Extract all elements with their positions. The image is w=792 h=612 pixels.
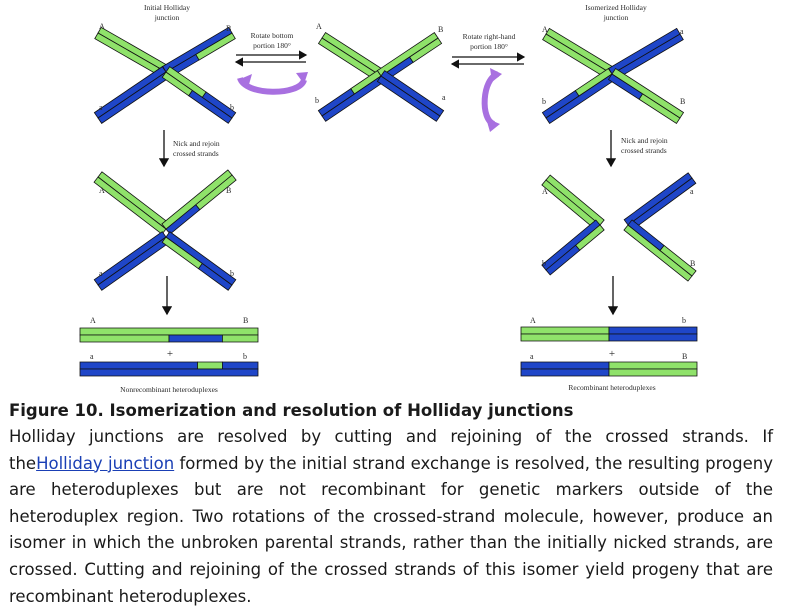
nick-label-left-1: Nick and rejoin: [173, 139, 220, 148]
label-b: b: [230, 103, 234, 112]
label-B: B: [226, 24, 232, 33]
duplex-arm-b-right: [546, 74, 616, 123]
rotate-bottom-label-2: portion 180°: [253, 41, 291, 50]
resolved-arm-A: [542, 180, 600, 230]
label-B-middle: B: [438, 25, 444, 34]
duplex-arm-a-middle: [381, 71, 444, 116]
label-A-mid-right: A: [542, 187, 548, 196]
resolved-arm-A: [546, 175, 604, 225]
result-duplex-ab: [80, 362, 197, 369]
duplex-arm-a-right: [609, 28, 680, 74]
duplex-arm-A-right: [546, 28, 615, 74]
result-duplex-aB: [521, 369, 609, 376]
result-duplex-Ab: [609, 334, 697, 341]
result-duplex-Ab: [521, 334, 609, 341]
result-duplex-AB: [222, 335, 258, 342]
result-duplex-ab: [197, 362, 222, 369]
strand-diagrams: [80, 27, 697, 376]
plus-right: +: [608, 348, 616, 360]
label-a-mid-right: a: [690, 187, 694, 196]
nick-label-right-2: crossed strands: [621, 146, 667, 155]
label-a-result-right: a: [530, 352, 534, 361]
rotate-bottom-label-1: Rotate bottom: [250, 31, 294, 40]
label-A-mid-left: A: [99, 186, 105, 195]
rotation-arrow-icon: [238, 72, 308, 92]
label-b-middle: b: [315, 96, 319, 105]
figure-caption: [9, 400, 773, 610]
initial-junction-title-1: Initial Holliday: [143, 3, 191, 12]
isomerized-title-2: junction: [603, 13, 629, 22]
label-A-result-left: A: [90, 316, 96, 325]
label-a-mid-left: a: [99, 269, 103, 278]
left-result-caption: Nonrecombinant heteroduplexes: [120, 385, 218, 394]
label-a-middle: a: [442, 93, 446, 102]
holliday-junction-link[interactable]: Holliday junction: [36, 453, 175, 473]
nicked-arm-A: [94, 177, 166, 234]
duplex-arm-b-middle: [322, 76, 385, 121]
nicked-arm-A: [98, 172, 170, 229]
label-A: A: [99, 22, 105, 31]
result-duplex-Ab: [609, 327, 697, 334]
label-B-mid-right: B: [690, 259, 696, 268]
label-A-right: A: [542, 25, 548, 34]
caption-text-start: Holliday junctions are resolved by cutting and rejoining of the crossed strands. If the: [9, 427, 773, 473]
resolved-arm-b: [542, 220, 600, 270]
caption-body: [9, 424, 773, 610]
duplex-arm-A-middle: [322, 33, 385, 76]
nicked-arm-a: [94, 232, 166, 285]
label-B-result-right: B: [682, 352, 688, 361]
right-result-caption: Recombinant heteroduplexes: [568, 383, 656, 392]
duplex-arm-B: [163, 27, 232, 72]
isomerized-title-1: Isomerized Holliday: [585, 3, 647, 12]
result-duplex-AB: [80, 335, 169, 342]
label-a-result-left: a: [90, 352, 94, 361]
duplex-arm-B-middle: [377, 33, 438, 76]
duplex-arm-B-right: [612, 69, 684, 118]
result-duplex-ab: [222, 362, 258, 369]
plus-left: +: [166, 348, 174, 360]
label-a-right: a: [680, 27, 684, 36]
result-duplex-aB: [609, 369, 697, 376]
label-b-result-right: b: [682, 316, 686, 325]
caption-text-end: formed by the initial strand exchange is resolved, the resulting progeny are heteroduplexes but are not recombinant for genetic markers outside of the heteroduplex region. Two rotations of the crossed-strand molecule, however, produce an isomer in which the unbroken parental strands, rather than the initially nicked strands, are crossed. Cutting and rejoining of the crossed strands of this isomer yield progeny that are recombinant heteroduplexes.: [9, 453, 773, 606]
label-b-mid-left: b: [230, 269, 234, 278]
result-duplex-ab: [80, 369, 258, 376]
nick-label-left-2: crossed strands: [173, 149, 219, 158]
resolved-arm-a: [628, 178, 696, 230]
duplex-arm-A: [95, 33, 159, 74]
result-duplex-aB: [609, 362, 697, 369]
result-duplex-AB: [80, 328, 258, 335]
duplex-arm-A: [98, 27, 169, 72]
nicked-arm-a: [98, 237, 170, 290]
result-duplex-AB: [169, 335, 222, 342]
rotate-right-label-1: Rotate right-hand: [462, 32, 516, 41]
initial-junction-title-2: junction: [154, 13, 180, 22]
duplex-arm-a: [98, 72, 170, 123]
rotation-arrow-icon: [485, 68, 502, 132]
duplex-arm-a-middle: [377, 76, 440, 121]
label-b-right: b: [542, 97, 546, 106]
label-a: a: [99, 103, 103, 112]
label-B-mid-left: B: [226, 186, 232, 195]
label-A-result-right: A: [530, 316, 536, 325]
nicked-arm-B: [162, 170, 232, 229]
nicked-arm-b: [166, 232, 236, 285]
label-b-result-left: b: [243, 352, 247, 361]
rotate-right-label-2: portion 180°: [470, 42, 508, 51]
label-A-middle: A: [316, 22, 322, 31]
nick-label-right-1: Nick and rejoin: [621, 136, 668, 145]
duplex-arm-a: [94, 67, 166, 118]
result-duplex-Ab: [521, 327, 609, 334]
resolved-arm-B: [624, 225, 692, 281]
label-B-result-left: B: [243, 316, 249, 325]
label-B-right: B: [680, 97, 686, 106]
result-duplex-aB: [521, 362, 609, 369]
resolved-arm-a: [624, 173, 692, 225]
label-b-mid-right: b: [542, 259, 546, 268]
caption-title: Figure 10. Isomerization and resolution of Holliday junctions: [9, 401, 574, 420]
